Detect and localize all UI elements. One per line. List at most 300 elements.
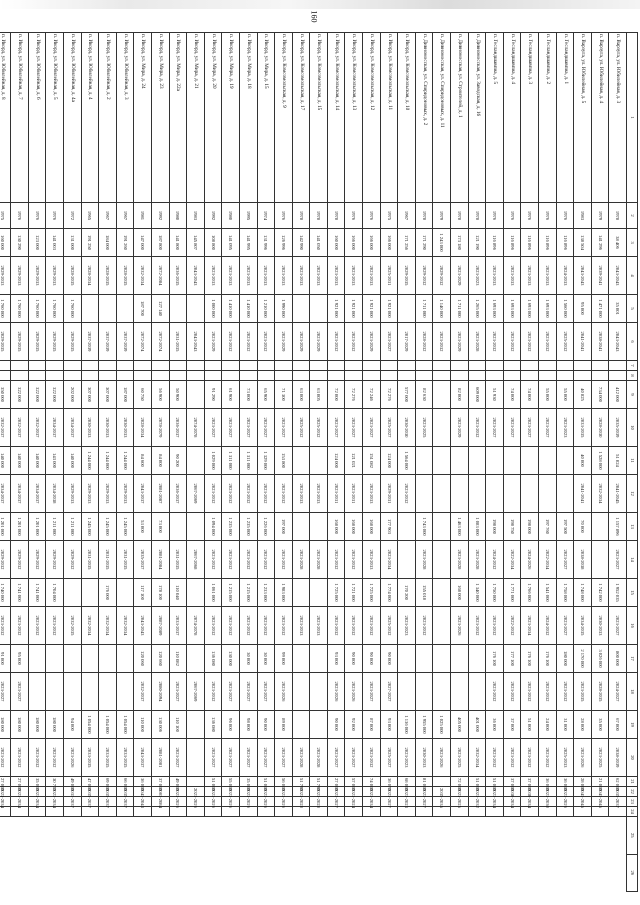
value-cell: 2027-2027	[380, 673, 398, 711]
value-cell: 2034-2037	[46, 409, 64, 447]
value-cell	[503, 371, 521, 381]
value-cell: 2024-2033	[556, 257, 574, 295]
value-cell: 2023-2027	[327, 739, 345, 777]
value-cell: 177 903	[380, 513, 398, 541]
value-cell	[46, 371, 64, 381]
value-cell: 2023-2032	[521, 739, 539, 777]
value-cell: 56 000	[275, 777, 293, 787]
value-cell: 57 000	[345, 777, 363, 787]
value-cell: 176 000	[99, 579, 117, 607]
value-cell: 2023-2026	[222, 787, 240, 797]
value-cell: 2038-2041	[591, 323, 609, 361]
value-cell: 136 080	[204, 711, 222, 739]
year-cell: 1983	[187, 203, 205, 229]
value-cell: 37 000	[521, 777, 539, 787]
value-cell: 1 725 000	[363, 579, 381, 607]
value-cell	[539, 371, 557, 381]
value-cell: 91 290	[204, 381, 222, 409]
value-cell: 40 825	[574, 381, 592, 409]
value-cell	[556, 807, 574, 817]
address-cell: п. Икорд, ул. Юбилейная, д. 6	[28, 33, 46, 203]
value-cell: 2023-2026	[275, 673, 293, 711]
value-cell: 2032-2037	[0, 409, 11, 447]
value-cell: 2022-2034	[539, 541, 557, 579]
value-cell: 67 000	[609, 711, 627, 739]
value-cell: 2029-2033	[28, 257, 46, 295]
value-cell	[574, 361, 592, 371]
value-cell	[292, 807, 310, 817]
value-cell: 2023-2033	[539, 257, 557, 295]
value-cell: 2023-2032	[539, 323, 557, 361]
value-cell	[415, 807, 433, 817]
value-cell	[433, 475, 451, 513]
value-cell: 95 000	[11, 645, 29, 673]
value-cell	[187, 579, 205, 607]
value-cell	[451, 475, 469, 513]
value-cell: 1 201 000	[28, 513, 46, 541]
value-cell: 2043-2043	[187, 323, 205, 361]
value-cell	[433, 409, 451, 447]
value-cell	[81, 807, 99, 817]
value-cell	[169, 371, 187, 381]
value-cell	[433, 371, 451, 381]
value-cell: 2023-2028	[292, 541, 310, 579]
value-cell: 2023-2032	[257, 541, 275, 579]
value-cell	[310, 361, 328, 371]
value-cell	[398, 541, 416, 579]
value-cell: 2023-2032	[222, 607, 240, 645]
value-cell: 53 000	[134, 513, 152, 541]
value-cell: 69 000	[99, 777, 117, 787]
year-cell: 1972	[64, 203, 82, 229]
table-row	[398, 33, 416, 892]
value-cell: 2031-2035	[116, 541, 134, 579]
value-cell: 2074-2078	[187, 409, 205, 447]
value-cell	[310, 371, 328, 381]
value-cell	[169, 361, 187, 371]
value-cell: 2072-2074	[151, 323, 169, 361]
value-cell: 2023-2026	[574, 739, 592, 777]
value-cell: 51 000	[468, 777, 486, 787]
address-cell: п. Гесландшавпиа, д. 5	[486, 33, 504, 203]
value-cell: 2038-2039	[609, 739, 627, 777]
value-cell: 2023-2027	[327, 787, 345, 797]
value-cell: 1 564 000	[398, 447, 416, 475]
value-cell: 2023-2032	[503, 739, 521, 777]
value-cell: 2023-2023	[398, 607, 416, 645]
value-cell	[451, 645, 469, 673]
value-cell	[239, 361, 257, 371]
value-cell	[398, 371, 416, 381]
value-cell	[451, 361, 469, 371]
address-cell: п. Икорд, ул. Мира, д. 19	[222, 33, 240, 203]
value-cell	[187, 371, 205, 381]
value-cell: 1 463 000	[451, 513, 469, 541]
value-cell: 2035-2035	[433, 787, 451, 797]
value-cell: 2025-2032	[292, 409, 310, 447]
column-header: 24	[627, 807, 638, 817]
value-cell	[116, 579, 134, 607]
value-cell: 2034-2038	[46, 475, 64, 513]
value-cell: 2023-2025	[451, 787, 469, 797]
address-cell: п. Икорд, ул. Мира, д. 23	[151, 33, 169, 203]
value-cell	[433, 381, 451, 409]
value-cell: 2023-2031	[327, 475, 345, 513]
value-cell: 31 000	[556, 711, 574, 739]
value-cell: 2023-2027	[169, 739, 187, 777]
value-cell: 2023-2034	[380, 541, 398, 579]
value-cell: 2033-2035	[99, 739, 117, 777]
table-row	[609, 33, 627, 892]
value-cell	[556, 475, 574, 513]
value-cell: 2023-2032	[521, 673, 539, 711]
value-cell	[292, 711, 310, 739]
value-cell: 2022-2034	[503, 541, 521, 579]
value-cell: 2023-2033	[327, 257, 345, 295]
year-cell: 1976	[521, 203, 539, 229]
value-cell: 2023-2027	[556, 541, 574, 579]
value-cell	[116, 371, 134, 381]
value-cell: 116 896	[503, 229, 521, 257]
value-cell	[187, 381, 205, 409]
value-cell: 2043-2043	[574, 257, 592, 295]
value-cell: 2023-2033	[345, 257, 363, 295]
value-cell: 2023-2029	[275, 323, 293, 361]
value-cell: 2023-2034	[0, 787, 11, 797]
value-cell: 2023-2033	[363, 541, 381, 579]
value-cell	[116, 361, 134, 371]
value-cell: 110 100	[169, 711, 187, 739]
table-row	[521, 33, 539, 892]
value-cell: 187 700	[134, 295, 152, 323]
value-cell: 2043-2043	[187, 257, 205, 295]
value-cell	[187, 513, 205, 541]
value-cell: 401 000	[468, 711, 486, 739]
value-cell: 116 896	[486, 229, 504, 257]
value-cell	[415, 447, 433, 475]
year-cell: 1967	[99, 203, 117, 229]
value-cell: 37 000	[151, 777, 169, 787]
value-cell: 180 000	[46, 711, 64, 739]
value-cell: 2023-2026	[64, 739, 82, 777]
value-cell: 2032-2037	[134, 673, 152, 711]
value-cell: 2023-2032	[345, 607, 363, 645]
table-row	[433, 33, 451, 892]
value-cell: 176 100	[486, 645, 504, 673]
address-cell: п. Икорд, ул. Комсомольская, д. 14	[327, 33, 345, 203]
value-cell: 2033-2035	[574, 409, 592, 447]
value-cell: 121 190	[468, 229, 486, 257]
value-cell: 131 000	[64, 229, 82, 257]
value-cell: 2043-2043	[609, 257, 627, 295]
value-cell	[398, 807, 416, 817]
value-cell: 1 054 000	[99, 711, 117, 739]
value-cell	[486, 371, 504, 381]
value-cell	[151, 361, 169, 371]
value-cell: 2 170 000	[574, 645, 592, 673]
value-cell: 412 000	[609, 381, 627, 409]
value-cell: 2029-2033	[81, 475, 99, 513]
value-cell: 95 000	[574, 295, 592, 323]
value-cell: 142 990	[292, 229, 310, 257]
value-cell: 2023-2027	[169, 673, 187, 711]
value-cell: 2023-2027	[609, 607, 627, 645]
rotated-table-container	[0, 32, 638, 892]
year-cell: 1976	[486, 203, 504, 229]
year-cell: 1976	[345, 203, 363, 229]
column-header: 11	[627, 447, 638, 475]
value-cell: 1 410 000	[239, 295, 257, 323]
value-cell	[292, 447, 310, 475]
value-cell: 36 000	[539, 777, 557, 787]
value-cell: 1 952 035	[609, 579, 627, 607]
column-header: 1	[627, 33, 638, 203]
value-cell: 2023-2027	[204, 739, 222, 777]
value-cell: 2030-2030	[398, 409, 416, 447]
value-cell	[451, 807, 469, 817]
value-cell	[591, 361, 609, 371]
value-cell: 36 000	[556, 777, 574, 787]
value-cell: 2028-2035	[591, 673, 609, 711]
value-cell: 166 000	[345, 229, 363, 257]
value-cell: 87 000	[363, 711, 381, 739]
value-cell: 176 100	[539, 645, 557, 673]
value-cell: 2023-2025	[591, 739, 609, 777]
table-row	[134, 33, 152, 892]
value-cell: 322 000	[11, 381, 29, 409]
column-header: 14	[627, 541, 638, 579]
value-cell: 2023-2032	[486, 323, 504, 361]
value-cell: 1 693 000	[503, 295, 521, 323]
value-cell: 2023-2027	[275, 739, 293, 777]
value-cell	[310, 447, 328, 475]
column-header: 3	[627, 229, 638, 257]
address-cell: п. Икорд, ул. Комсомольская, д. 17	[292, 33, 310, 203]
value-cell: 2023-2032	[486, 739, 504, 777]
value-cell: 2035-2037	[134, 541, 152, 579]
value-cell	[0, 807, 11, 817]
value-cell: 198 000	[486, 513, 504, 541]
value-cell: 27 000	[0, 777, 11, 787]
value-cell: 147 000	[134, 229, 152, 257]
value-cell: 2023-2023	[468, 257, 486, 295]
column-header: 2	[627, 203, 638, 229]
value-cell: 1 211 000	[64, 513, 82, 541]
value-cell: 1 711 000	[451, 295, 469, 323]
value-cell: 2028-2035	[64, 257, 82, 295]
value-cell: 184 000	[99, 229, 117, 257]
column-header: 23	[627, 797, 638, 807]
value-cell: 2029-2032	[433, 257, 451, 295]
value-cell: 2023-2032	[468, 787, 486, 797]
value-cell: 2023-2027	[222, 673, 240, 711]
value-cell: 1 140 000	[433, 295, 451, 323]
value-cell	[415, 673, 433, 711]
value-cell	[64, 579, 82, 607]
value-cell: 1 741 000	[28, 579, 46, 607]
value-cell	[433, 361, 451, 371]
value-cell: 191 250	[81, 229, 99, 257]
value-cell: 30 000	[257, 645, 275, 673]
value-cell: 94 000	[64, 711, 82, 739]
value-cell: 2029-2032	[415, 257, 433, 295]
value-cell: 153 800	[275, 447, 293, 475]
value-cell	[380, 361, 398, 371]
value-cell	[345, 361, 363, 371]
value-cell: 2023-2032	[204, 607, 222, 645]
value-cell: 55 000	[222, 777, 240, 787]
value-cell: 27 000	[327, 777, 345, 787]
value-cell	[345, 807, 363, 817]
value-cell: 2043-2043	[134, 607, 152, 645]
address-cell: п. Дивномосская, ул. Спиридоновых, д. 11	[433, 33, 451, 203]
value-cell: 2023-2032	[11, 739, 29, 777]
column-header: 4	[627, 257, 638, 295]
value-cell: 1 921 000	[327, 295, 345, 323]
value-cell: 166 000	[380, 229, 398, 257]
value-cell: 74 000	[363, 777, 381, 787]
value-cell: 93 000	[380, 711, 398, 739]
value-cell	[503, 475, 521, 513]
value-cell: 1 235 000	[239, 513, 257, 541]
value-cell	[169, 513, 187, 541]
value-cell	[81, 295, 99, 323]
value-cell	[151, 807, 169, 817]
value-cell	[99, 295, 117, 323]
value-cell: 2074-2078	[187, 607, 205, 645]
value-cell: 72 246	[363, 381, 381, 409]
year-cell: 1975	[0, 203, 11, 229]
value-cell: 124 000	[327, 447, 345, 475]
value-cell	[46, 361, 64, 371]
value-cell: 2028-2035	[99, 257, 117, 295]
value-cell: 2023-2033	[222, 257, 240, 295]
table-row	[415, 33, 433, 892]
value-cell: 2023-2029	[363, 323, 381, 361]
value-cell	[327, 361, 345, 371]
value-cell	[99, 371, 117, 381]
value-cell: 2023-2032	[222, 475, 240, 513]
value-cell	[468, 447, 486, 475]
value-cell	[503, 361, 521, 371]
value-cell	[99, 645, 117, 673]
value-cell: 2034-2037	[0, 475, 11, 513]
table-row	[0, 33, 11, 892]
value-cell: 2023-2032	[11, 607, 29, 645]
value-cell: 2023-2027	[239, 409, 257, 447]
value-cell: 2030-2033	[591, 607, 609, 645]
value-cell: 1 766 000	[521, 579, 539, 607]
value-cell	[468, 361, 486, 371]
value-cell: 1 245 000	[99, 513, 117, 541]
value-cell: 2023-2028	[468, 541, 486, 579]
address-cell: п. Икорд, ул. Юбилейная, д. 4а	[64, 33, 82, 203]
value-cell: 2029-2035	[28, 323, 46, 361]
address-cell: п. Икорд, ул. Комсомольская, д. 12	[363, 33, 381, 203]
value-cell: 2025-2032	[380, 607, 398, 645]
value-cell: 2023-2033	[292, 475, 310, 513]
value-cell: 2031-2037	[64, 787, 82, 797]
value-cell: 2030-2033	[99, 409, 117, 447]
value-cell: 1 201 000	[11, 513, 29, 541]
value-cell	[310, 513, 328, 541]
value-cell: 2023-2026	[327, 673, 345, 711]
value-cell: 82 000	[451, 381, 469, 409]
value-cell: 2032-2037	[11, 409, 29, 447]
value-cell: 2023-2032	[468, 607, 486, 645]
value-cell: 2023-2027	[0, 673, 11, 711]
table-row	[310, 33, 328, 892]
value-cell	[275, 361, 293, 371]
value-cell: 2024-2032	[539, 607, 557, 645]
value-cell	[327, 807, 345, 817]
value-cell	[398, 295, 416, 323]
value-cell	[433, 607, 451, 645]
value-cell: 2024-2032	[486, 541, 504, 579]
value-cell: 145 807	[187, 229, 205, 257]
value-cell: 1 693 000	[486, 295, 504, 323]
value-cell: 176 100	[521, 645, 539, 673]
column-header: 12	[627, 475, 638, 513]
value-cell: 84 600	[134, 447, 152, 475]
value-cell: 2029-2033	[0, 257, 11, 295]
value-cell: 2036-2037	[169, 475, 187, 513]
value-cell	[433, 777, 451, 787]
value-cell: 141 095	[222, 229, 240, 257]
value-cell: 2023-2032	[204, 475, 222, 513]
value-cell: 2035-2037	[609, 787, 627, 797]
value-cell: 2033-2035	[81, 739, 99, 777]
value-cell: 1 921 000	[363, 295, 381, 323]
value-cell: 2072-2074	[134, 323, 152, 361]
value-cell: 1 410 000	[222, 295, 240, 323]
value-cell	[292, 295, 310, 323]
value-cell: 30 720	[46, 777, 64, 787]
value-cell: 143 000	[46, 447, 64, 475]
value-cell: 2023-2030	[539, 787, 557, 797]
value-cell: 90 000	[345, 645, 363, 673]
value-cell: 2023-2027	[345, 409, 363, 447]
value-cell: 1 201 000	[0, 513, 11, 541]
value-cell	[292, 513, 310, 541]
value-cell: 2031-2035	[169, 541, 187, 579]
value-cell: 2023-2032	[239, 475, 257, 513]
value-cell: 2023-2027	[257, 673, 275, 711]
table-row	[591, 33, 609, 892]
value-cell: 2023-2032	[363, 739, 381, 777]
value-cell	[556, 447, 574, 475]
value-cell: 130 000	[222, 645, 240, 673]
value-cell: 2029-2033	[99, 475, 117, 513]
value-cell: 2023-2028	[292, 787, 310, 797]
value-cell: 1 215 000	[239, 579, 257, 607]
value-cell	[486, 361, 504, 371]
value-cell: 197 500	[556, 513, 574, 541]
value-cell: 1 211 000	[46, 513, 64, 541]
value-cell: 2023-2027	[539, 409, 557, 447]
value-cell	[187, 361, 205, 371]
value-cell: 90 000	[380, 645, 398, 673]
address-cell: п. Дивномосская, ул. Строителей, д. 1	[451, 33, 469, 203]
address-cell: п. Икорд, ул. Мира, д. 21	[187, 33, 205, 203]
value-cell: 180 000	[556, 645, 574, 673]
value-cell: 1 758 000	[556, 579, 574, 607]
value-cell: 56 900	[151, 381, 169, 409]
value-cell: 2041-2041	[574, 475, 592, 513]
year-cell: 1976	[11, 203, 29, 229]
value-cell	[292, 645, 310, 673]
value-cell: 2033-2037	[169, 607, 187, 645]
